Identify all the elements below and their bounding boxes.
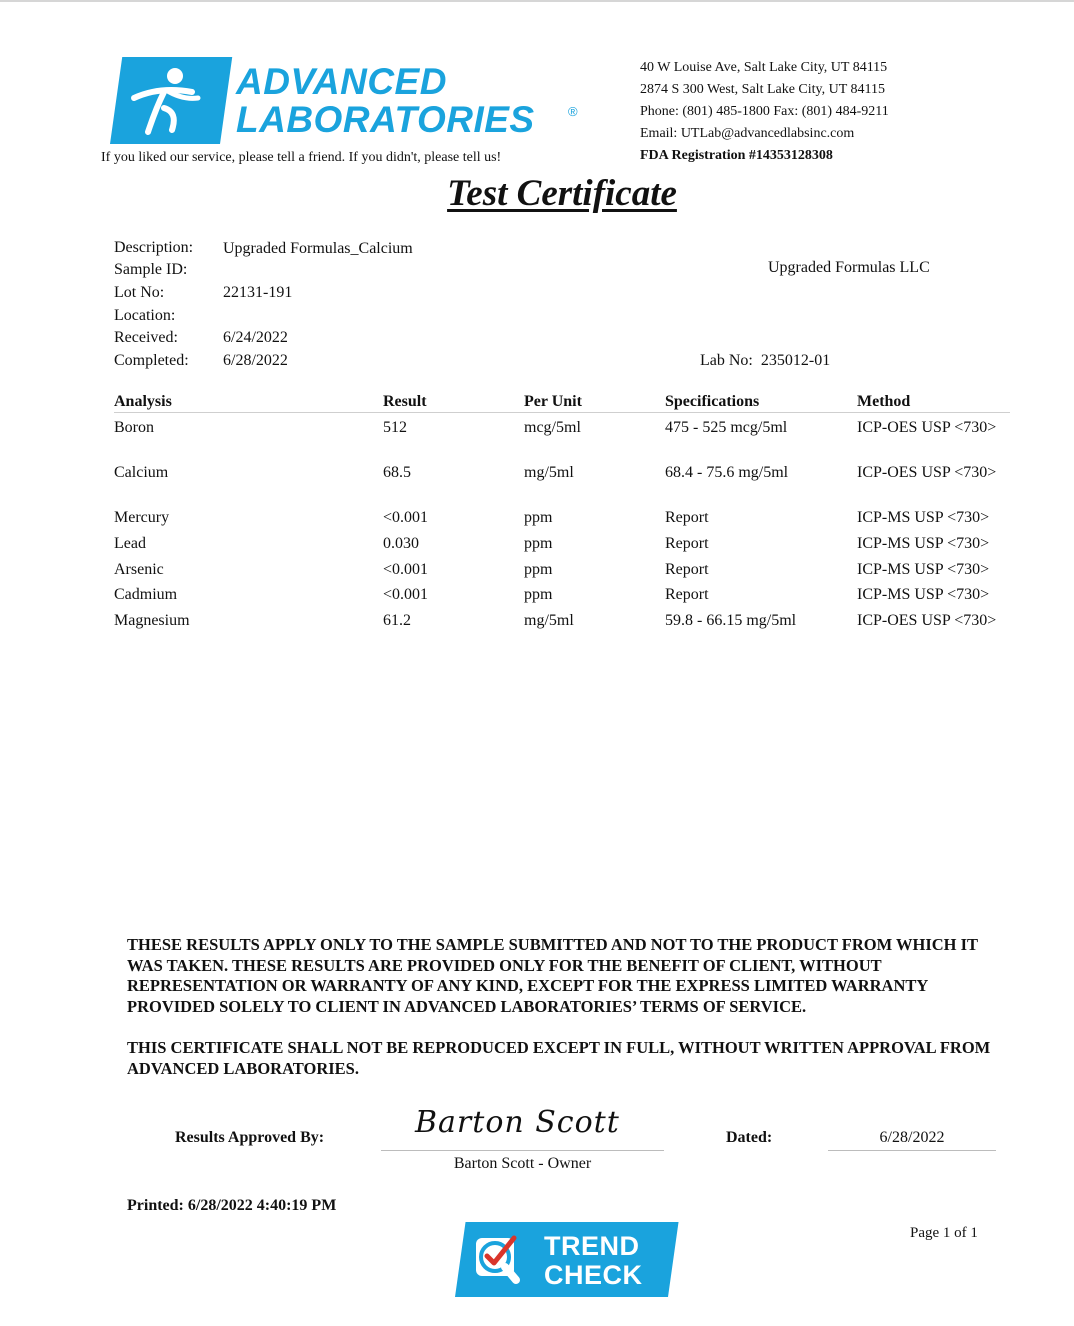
check-word: CHECK [544, 1260, 643, 1290]
signature: Barton Scott [415, 1105, 620, 1140]
approved-by-label: Results Approved By: [175, 1129, 325, 1146]
lab-number [700, 352, 830, 370]
location-label: Location: [114, 307, 176, 324]
table-row [114, 610, 1010, 655]
top-border [0, 0, 1074, 2]
spec-cell: Report [665, 535, 709, 552]
result-cell: <0.001 [383, 509, 429, 526]
results-table [114, 390, 1010, 655]
header-per-unit: Per Unit [524, 393, 582, 410]
result-cell: <0.001 [383, 586, 429, 603]
table-row [114, 507, 1010, 533]
method-cell: ICP-MS USP <730> [857, 509, 990, 526]
result-cell: 0.030 [383, 535, 419, 552]
dated-value: 6/28/2022 [879, 1129, 945, 1146]
lot-label: Lot No: [114, 284, 165, 301]
method-cell: ICP-MS USP <730> [857, 561, 990, 578]
completed-value: 6/28/2022 [223, 352, 288, 369]
unit-cell: ppm [524, 586, 553, 603]
dated-label: Dated: [726, 1129, 773, 1146]
analysis-cell: Lead [114, 535, 146, 552]
header-specifications: Specifications [665, 393, 760, 410]
page-title: Test Certificate [447, 173, 677, 214]
spec-cell: 59.8 - 66.15 mg/5ml [665, 612, 797, 629]
table-row [114, 417, 1010, 462]
lab-address-block [640, 57, 889, 167]
unit-cell: mcg/5ml [524, 419, 581, 436]
printed-timestamp: Printed: 6/28/2022 4:40:19 PM [127, 1197, 337, 1214]
result-cell: 512 [383, 419, 407, 436]
address-line: 2874 S 300 West, Salt Lake City, UT 84115 [640, 82, 886, 97]
page-number: Page 1 of 1 [910, 1225, 978, 1241]
registered-mark: ® [568, 104, 578, 119]
analysis-cell: Mercury [114, 509, 170, 526]
lab-number-label: Lab No: [700, 352, 753, 369]
date-line [828, 1150, 996, 1151]
signature-line [381, 1150, 664, 1151]
header-analysis: Analysis [114, 393, 172, 410]
analysis-cell: Cadmium [114, 586, 178, 603]
spec-cell: Report [665, 586, 709, 603]
tagline: If you liked our service, please tell a friend. If you didn't, please tell us! [101, 150, 502, 165]
disclaimer-results: THESE RESULTS APPLY ONLY TO THE SAMPLE SUBMITTED AND NOT TO THE PRODUCT FROM WHICH IT WAS TAKEN. THESE RESULTS ARE PROVIDED ONLY FOR THE BENEFIT OF CLIENT, WITHOUT REPRESENTATION OR WARRANTY OF ANY KIND, EXCEPT FOR THE EXPRESS LIMITED WARRANTY PROVIDED SOLELY TO CLIENT IN ADVANCED LABORATORIES’ TERMS OF SERVICE. [127, 935, 978, 1016]
approver-name: Barton Scott - Owner [453, 1155, 592, 1172]
analysis-cell: Arsenic [114, 561, 164, 578]
logo-word-advanced: ADVANCED [236, 61, 447, 102]
unit-cell: mg/5ml [524, 612, 574, 629]
analysis-cell: Magnesium [114, 612, 190, 629]
method-cell: ICP-OES USP <730> [857, 612, 997, 629]
address-line: 40 W Louise Ave, Salt Lake City, UT 84115 [640, 60, 888, 75]
header-result: Result [383, 393, 427, 410]
fda-registration: FDA Registration #14353128308 [640, 148, 833, 163]
table-row [114, 462, 1010, 507]
analysis-cell: Boron [114, 419, 154, 436]
spec-cell: 475 - 525 mcg/5ml [665, 419, 788, 436]
method-cell: ICP-OES USP <730> [857, 464, 997, 481]
analysis-cell: Calcium [114, 464, 169, 481]
lot-value: 22131-191 [223, 284, 293, 301]
result-cell: 68.5 [383, 464, 411, 481]
unit-cell: ppm [524, 509, 553, 526]
table-row [114, 533, 1010, 559]
received-label: Received: [114, 329, 178, 346]
description-label: Description: [114, 239, 194, 256]
magnifier-check-icon [470, 1228, 536, 1292]
spec-cell: Report [665, 509, 709, 526]
table-row [114, 559, 1010, 584]
received-value: 6/24/2022 [223, 329, 288, 346]
logo-word-laboratories: LABORATORIES [236, 99, 535, 140]
sample-id-label: Sample ID: [114, 261, 188, 278]
trend-word: TREND [544, 1231, 640, 1261]
result-cell: <0.001 [383, 561, 429, 578]
phone-fax: Phone: (801) 485-1800 Fax: (801) 484-9211 [640, 104, 889, 119]
table-row [114, 584, 1010, 610]
email: Email: UTLab@advancedlabsinc.com [640, 126, 855, 141]
disclaimer-reproduction: THIS CERTIFICATE SHALL NOT BE REPRODUCED EXCEPT IN FULL, WITHOUT WRITTEN APPROVAL FROM ADVANCED LABORATORIES. [127, 1038, 991, 1078]
method-cell: ICP-OES USP <730> [857, 419, 997, 436]
header-method: Method [857, 393, 911, 410]
unit-cell: ppm [524, 535, 553, 552]
client-company: Upgraded Formulas LLC [768, 259, 930, 276]
spec-cell: Report [665, 561, 709, 578]
method-cell: ICP-MS USP <730> [857, 535, 990, 552]
lab-number-value: 235012-01 [760, 352, 831, 369]
method-cell: ICP-MS USP <730> [857, 586, 990, 603]
spec-cell: 68.4 - 75.6 mg/5ml [665, 464, 789, 481]
description-value: Upgraded Formulas_Calcium [223, 240, 413, 257]
unit-cell: ppm [524, 561, 553, 578]
unit-cell: mg/5ml [524, 464, 574, 481]
table-header [114, 390, 1010, 413]
completed-label: Completed: [114, 352, 189, 369]
result-cell: 61.2 [383, 612, 411, 629]
runner-logo-icon [120, 58, 210, 143]
